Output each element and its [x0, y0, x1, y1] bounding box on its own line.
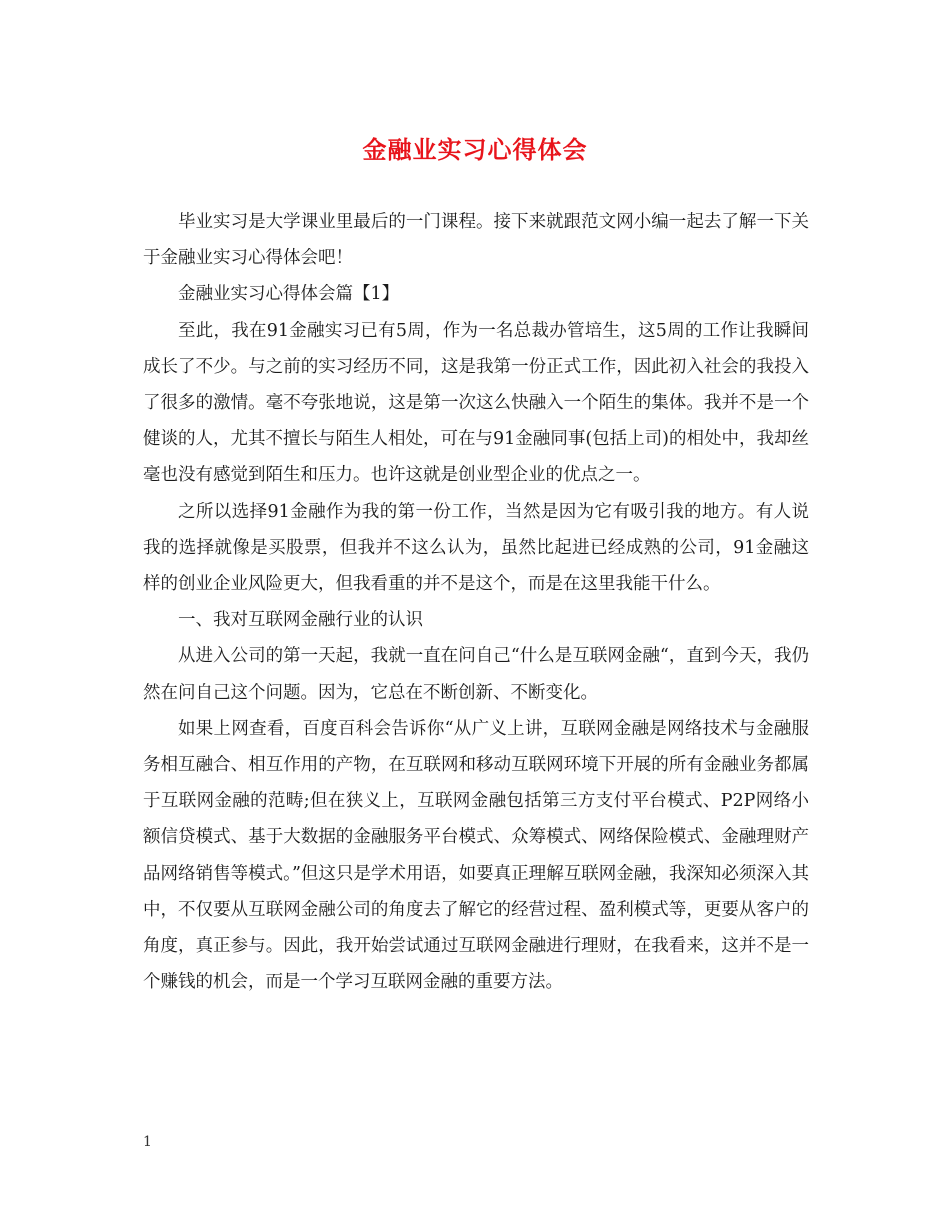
- document-body: [143, 204, 809, 1000]
- paragraph: 至此，我在91金融实习已有5周，作为一名总裁办管培生，这5周的工作让我瞬间成长了不少。与之前的实习经历不同，这是我第一份正式工作，因此初入社会的我投入了很多的激情。毫不夸张地说，这是第一次这么快融入一个陌生的集体。我并不是一个健谈的人，尤其不擅长与陌生人相处，可在与91金融同事(包括上司)的相处中，我却丝毫也没有感觉到陌生和压力。也许这就是创业型企业的优点之一。: [143, 320, 809, 486]
- page-number: 1: [143, 1134, 152, 1150]
- paragraph-intro: 毕业实习是大学课业里最后的一门课程。接下来就跟范文网小编一起去了解一下关于金融业实习心得体会吧！: [143, 212, 809, 269]
- subsection-heading: 一、我对互联网金融行业的认识: [178, 610, 423, 631]
- paragraph: 如果上网查看，百度百科会告诉你“从广义上讲，互联网金融是网络技术与金融服务相互融合、相互作用的产物，在互联网和移动互联网环境下开展的所有金融业务都属于互联网金融的范畴;但在狭义上，互联网金融包括第三方支付平台模式、P2P网络小额信贷模式、基于大数据的金融服务平台模式、众筹模式、网络保险模式、金融理财产品网络销售等模式。”但这只是学术用语，如要真正理解互联网金融，我深知必须深入其中，不仅要从互联网金融公司的角度去了解它的经营过程、盈利模式等，更要从客户的角度，真正参与。因此，我开始尝试通过互联网金融进行理财，在我看来，这并不是一个赚钱的机会，而是一个学习互联网金融的重要方法。: [143, 718, 809, 993]
- document-title: 金融业实习心得体会: [362, 135, 588, 164]
- paragraph: 从进入公司的第一天起，我就一直在问自己“什么是互联网金融“，直到今天，我仍然在问自己这个问题。因为，它总在不断创新、不断变化。: [143, 646, 809, 703]
- paragraph: 之所以选择91金融作为我的第一份工作，当然是因为它有吸引我的地方。有人说我的选择就像是买股票，但我并不这么认为，虽然比起进已经成熟的公司，91金融这样的创业企业风险更大，但我看重的并不是这个，而是在这里我能干什么。: [143, 501, 809, 595]
- section-heading-1: 金融业实习心得体会篇【1】: [178, 284, 400, 305]
